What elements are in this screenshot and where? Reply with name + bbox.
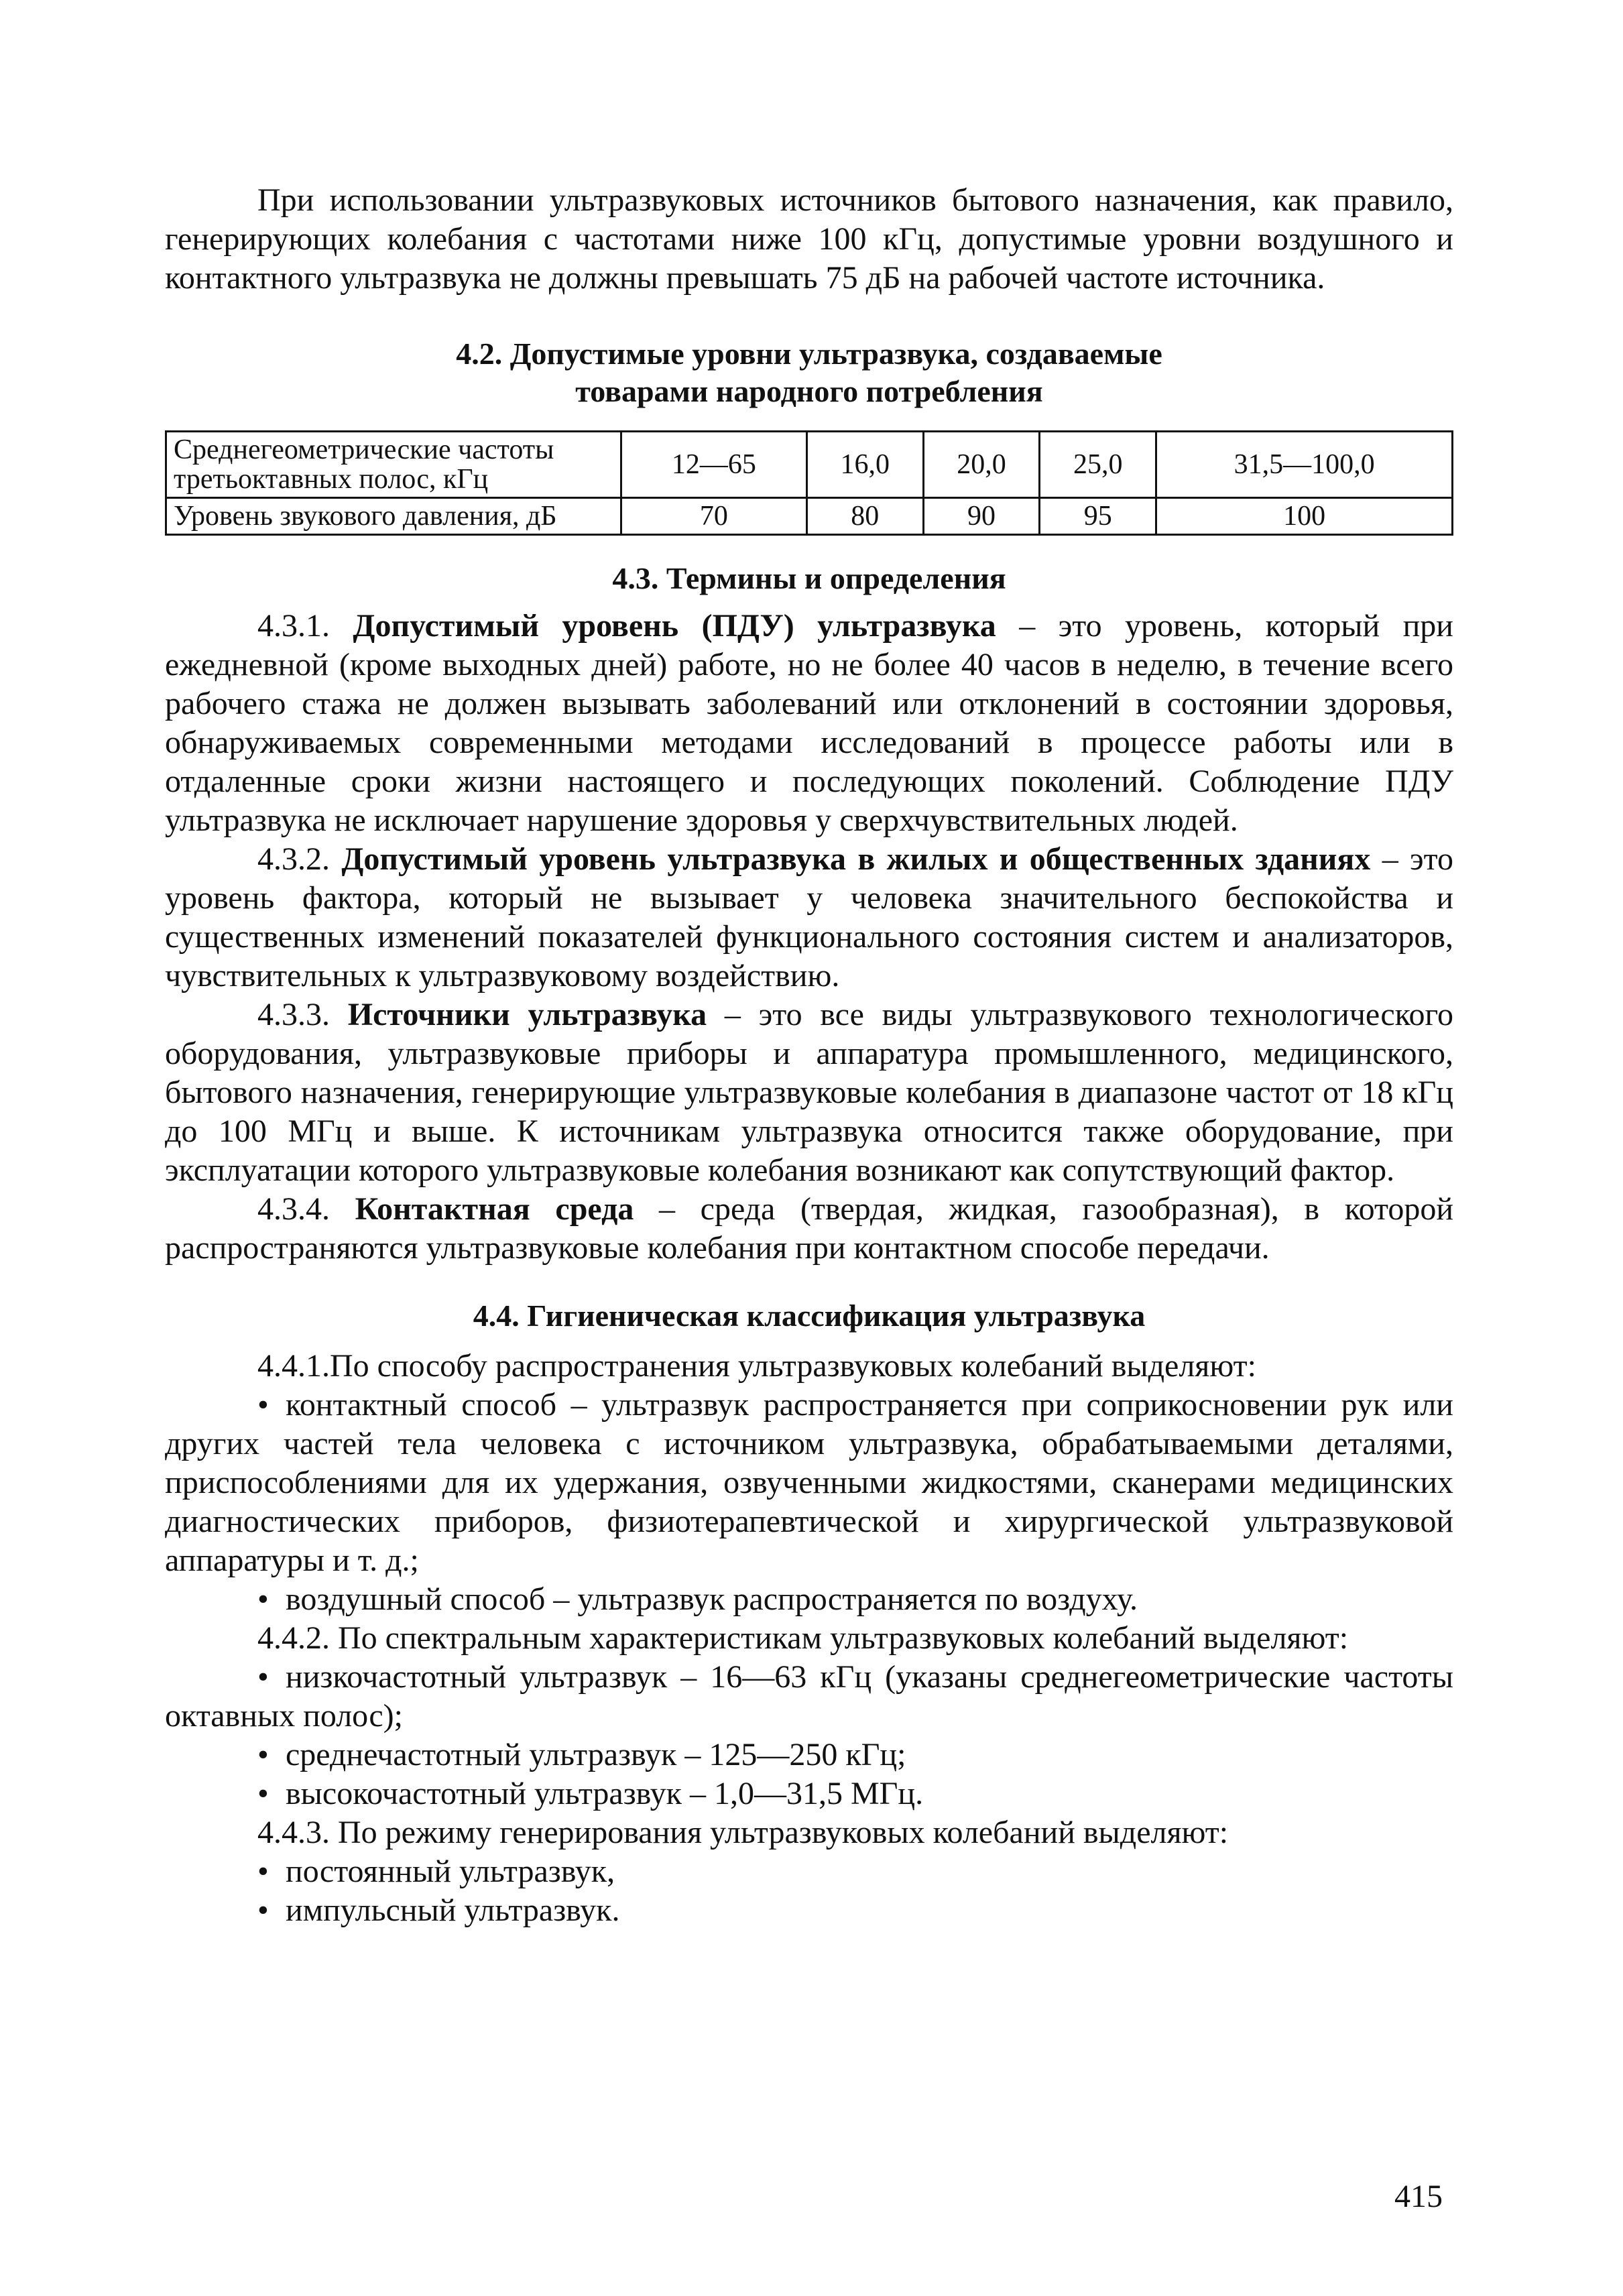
paragraph-number: 4.3.3. [257, 997, 348, 1032]
bullet-icon: • [257, 1581, 269, 1617]
list-item [165, 1852, 1453, 1891]
definition-text: – среда (твердая, жидкая, газообразная), в которой распространяются ультразвуковые колебания при контактном способе передачи. [165, 1191, 1454, 1266]
intro-paragraph: При использовании ультразвуковых источников бытового назначения, как правило, генерирующих колебания с частотами ниже 100 кГц, допустимые уровни воздушного и контактного ультразвука не должны превышать 75 дБ на рабочей частоте источника. [165, 182, 1453, 296]
ultrasound-levels-table [165, 430, 1453, 536]
bullet-icon: • [257, 1659, 269, 1695]
section-4-3-title: 4.3. Термины и определения [612, 561, 1006, 595]
paragraph-number: 4.3.1. [257, 608, 353, 644]
paragraph-number: 4.3.4. [257, 1191, 355, 1227]
paragraph-4-4-2: 4.4.2. По спектральным характеристикам ультразвуковых колебаний выделяют: [257, 1620, 1349, 1656]
table-cell: 16,0 [806, 432, 923, 498]
list-item [165, 1580, 1453, 1619]
list-item-text: импульсный ультразвук. [286, 1892, 620, 1928]
bullet-icon: • [257, 1854, 269, 1889]
paragraph-4-3-1 [165, 607, 1453, 840]
list-item-text: воздушный способ – ультразвук распространяется по воздуху. [286, 1581, 1138, 1617]
list-item-text: контактный способ – ультразвук распространяется при соприкосновении рук или других частей тела человека с источником ультразвука, обрабатываемыми деталями, приспособлениями для их удержания, озвученными жидкостями, сканерами медицинских диагностических приборов, физиотерапевтической и хирургической ультразвуковой аппаратуры и т. д.; [165, 1387, 1453, 1578]
paragraph-4-4-1: 4.4.1.По способу распространения ультразвуковых колебаний выделяют: [257, 1348, 1256, 1384]
definition-text: – это все виды ультразвукового технологического оборудования, ультразвуковые приборы и аппаратура промышленного, медицинского, бытового назначения, генерирующие ультразвуковые колебания в диапазоне частот от 18 кГц до 100 МГц и выше. К источникам ультразвука относится также оборудование, при эксплуатации которого ультразвуковые колебания возникают как сопутствующий фактор. [165, 997, 1454, 1188]
list-item [165, 1658, 1453, 1736]
page-number: 415 [1394, 2179, 1443, 2214]
table-row [166, 432, 1453, 498]
table-cell: 90 [923, 498, 1040, 535]
bullet-icon: • [257, 1737, 269, 1772]
bullet-icon: • [257, 1892, 269, 1928]
list-item-text: низкочастотный ультразвук – 16—63 кГц (указаны среднегеометрические частоты октавных полос); [165, 1659, 1453, 1734]
table-cell: 20,0 [923, 432, 1040, 498]
table-row-header: Уровень звукового давления, дБ [166, 498, 621, 535]
table-cell: 70 [621, 498, 807, 535]
table-row-header: Среднегеометрические частоты третьоктавных полос, кГц [166, 432, 621, 498]
table-cell: 12—65 [621, 432, 807, 498]
paragraph-4-3-4 [165, 1190, 1453, 1268]
table-cell: 95 [1040, 498, 1156, 535]
list-item-text: высокочастотный ультразвук – 1,0—31,5 МГц. [286, 1776, 924, 1811]
table-cell: 25,0 [1040, 432, 1156, 498]
bullet-icon: • [257, 1776, 269, 1811]
page-content [165, 181, 1453, 1930]
list-item [165, 1736, 1453, 1774]
list-item [165, 1774, 1453, 1813]
table-cell: 100 [1156, 498, 1453, 535]
paragraph-4-4-3: 4.4.3. По режиму генерирования ультразвуковых колебаний выделяют: [257, 1815, 1229, 1850]
term: Допустимый уровень (ПДУ) ультразвука [353, 608, 996, 644]
table-cell: 31,5—100,0 [1156, 432, 1453, 498]
section-4-2-title-line2: товарами народного потребления [575, 374, 1043, 408]
list-item [165, 1891, 1453, 1930]
section-4-2-title [165, 335, 1453, 410]
definition-text: – это уровень, который при ежедневной (кроме выходных дней) работе, но не более 40 часов в неделю, в течение всего рабочего стажа не должен вызывать заболеваний или отклонений в состоянии здоровья, обнаруживаемых современными методами исследований в процессе работы или в отдаленные сроки жизни настоящего и последующих поколений. Соблюдение ПДУ ультразвука не исключает нарушение здоровья у сверхчувствительных людей. [165, 608, 1453, 838]
term: Источники ультразвука [347, 997, 707, 1032]
list-item [165, 1386, 1453, 1580]
list-item-text: среднечастотный ультразвук – 125—250 кГц; [286, 1737, 906, 1772]
term: Допустимый уровень ультразвука в жилых и общественных зданиях [341, 841, 1371, 877]
table-cell: 80 [806, 498, 923, 535]
table-row [166, 498, 1453, 535]
paragraph-number: 4.3.2. [257, 841, 342, 877]
paragraph-4-3-3 [165, 995, 1453, 1190]
definition-text: – это уровень фактора, который не вызывает у человека значительного беспокойства и существенных изменений показателей функционального состояния систем и анализаторов, чувствительных к ультразвуковому воздействию. [165, 841, 1453, 993]
term: Контактная среда [355, 1191, 634, 1227]
section-4-2-title-line1: 4.2. Допустимые уровни ультразвука, создаваемые [456, 337, 1162, 371]
list-item-text: постоянный ультразвук, [286, 1854, 615, 1889]
section-4-4-title: 4.4. Гигиеническая классификация ультразвука [473, 1298, 1146, 1333]
bullet-icon: • [257, 1387, 269, 1423]
paragraph-4-3-2 [165, 840, 1453, 995]
